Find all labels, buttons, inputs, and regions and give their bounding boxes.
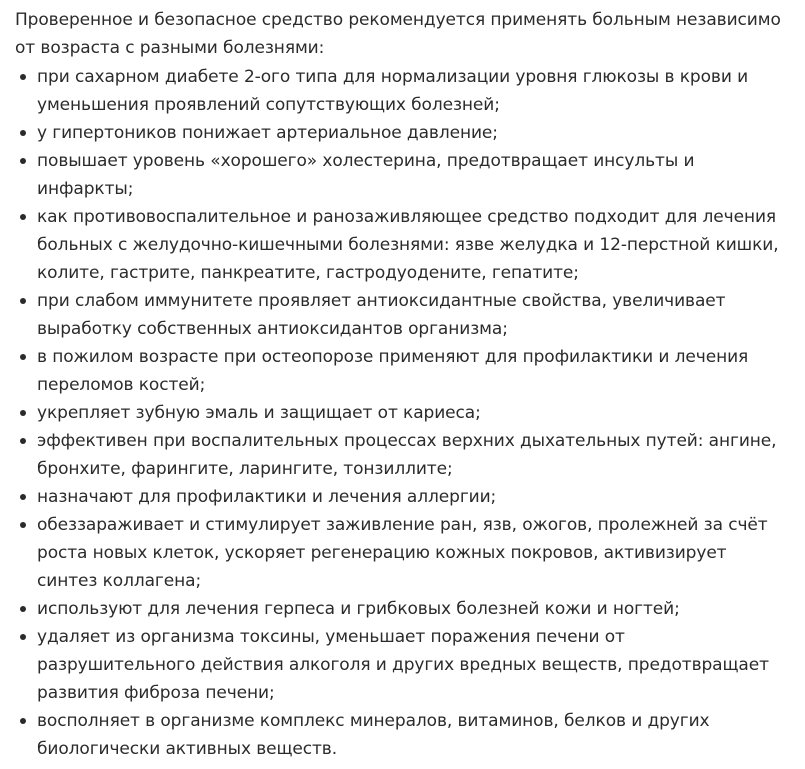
bullet-icon: [20, 410, 26, 416]
bullet-icon: [20, 718, 26, 724]
list-item-text: используют для лечения герпеса и грибковых болезней кожи и ногтей;: [37, 599, 680, 619]
list-item: [15, 483, 785, 511]
list-item: [15, 595, 785, 623]
bullet-icon: [20, 354, 26, 360]
benefits-list: [15, 63, 785, 763]
list-item-text: повышает уровень «хорошего» холестерина, предотвращает инсульты и инфаркты;: [37, 151, 695, 199]
list-item: [15, 427, 785, 483]
bullet-icon: [20, 438, 26, 444]
list-item-text: эффективен при воспалительных процессах верхних дыхательных путей: ангине, бронхите, фарингите, ларингите, тонзиллите;: [37, 431, 777, 479]
bullet-icon: [20, 74, 26, 80]
list-item: [15, 511, 785, 595]
list-item: [15, 203, 785, 287]
bullet-icon: [20, 522, 26, 528]
intro-paragraph: Проверенное и безопасное средство рекомендуется применять больным независимо от возраста с разными болезнями:: [15, 10, 781, 58]
list-item-text: укрепляет зубную эмаль и защищает от кариеса;: [37, 403, 481, 423]
list-item: [15, 343, 785, 399]
bullet-icon: [20, 158, 26, 164]
list-item-text: восполняет в организме комплекс минералов, витаминов, белков и других биологически активных веществ.: [37, 711, 710, 759]
bullet-icon: [20, 214, 26, 220]
bullet-icon: [20, 634, 26, 640]
bullet-icon: [20, 494, 26, 500]
list-item-text: при слабом иммунитете проявляет антиоксидантные свойства, увеличивает выработку собственных антиоксидантов организма;: [37, 291, 726, 339]
list-item: [15, 147, 785, 203]
list-item-text: назначают для профилактики и лечения аллергии;: [37, 487, 497, 507]
list-item: [15, 287, 785, 343]
bullet-icon: [20, 130, 26, 136]
list-item: [15, 399, 785, 427]
list-item-text: обеззараживает и стимулирует заживление ран, язв, ожогов, пролежней за счёт роста новых клеток, ускоряет регенерацию кожных покровов, активизирует синтез коллагена;: [37, 515, 768, 591]
list-item: [15, 707, 785, 763]
list-item-text: в пожилом возрасте при остеопорозе применяют для профилактики и лечения переломов костей;: [37, 347, 749, 395]
list-item-text: при сахарном диабете 2-ого типа для нормализации уровня глюкозы в крови и уменьшения проявлений сопутствующих болезней;: [37, 67, 749, 115]
list-item: [15, 63, 785, 119]
bullet-icon: [20, 298, 26, 304]
list-item: [15, 119, 785, 147]
list-item-text: у гипертоников понижает артериальное давление;: [37, 123, 498, 143]
list-item: [15, 623, 785, 707]
bullet-icon: [20, 606, 26, 612]
list-item-text: удаляет из организма токсины, уменьшает поражения печени от разрушительного действия алкоголя и других вредных веществ, предотвращает развития фиброза печени;: [37, 627, 769, 703]
list-item-text: как противовоспалительное и ранозаживляющее средство подходит для лечения больных с желудочно-кишечными болезнями: язве желудка и 12-перстной кишки, колите, гастрите, панкреатите, гастродуодените, гепатите;: [37, 207, 779, 283]
